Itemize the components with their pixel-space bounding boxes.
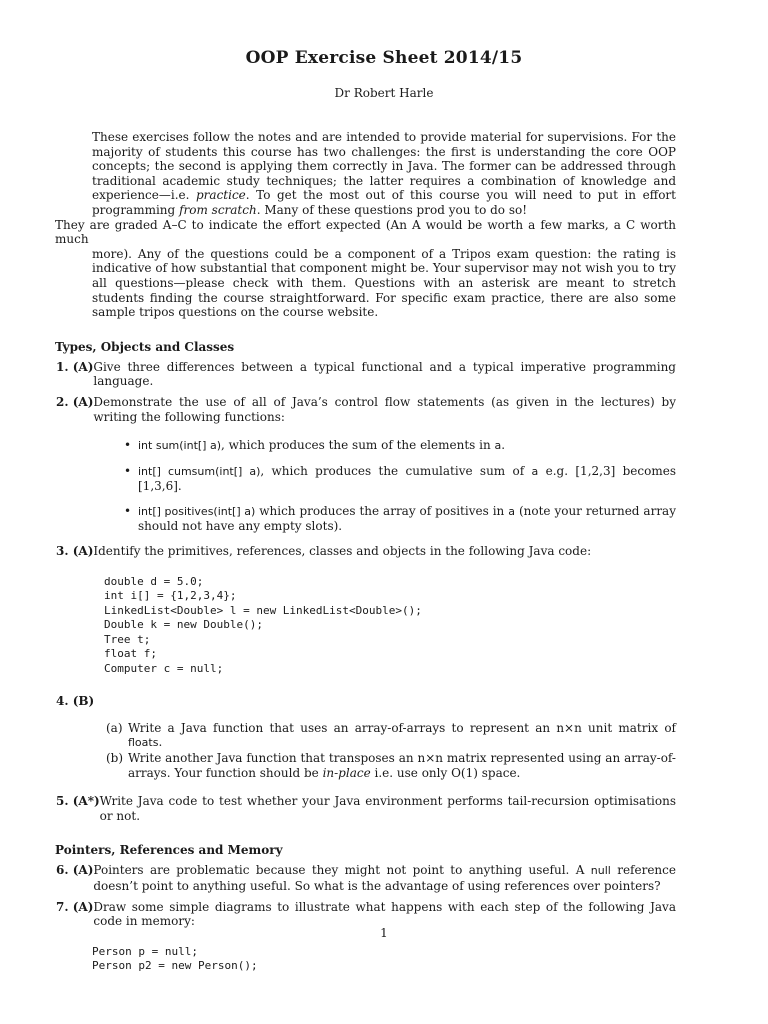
inline-code: int[] positives(int[] a) [138,504,256,518]
text: reference doesn’t point to anything useful. So what is the advantage of using references over pointers? [93,863,676,893]
inline-code: int sum(int[] a) [138,439,221,453]
question-7 [56,899,676,929]
intro-paragraph-2: more). Any of the questions could be a component of a Tripos exam question: the rating is indicative of how substantial that component might be. Your supervisor may not wish you to try all questions—please check with them. Questions with an asterisk are meant to stretch students finding the course straightforward. For specific exam practice, there are also some sample tripos questions on the course website. [92,246,676,320]
author: Dr Robert Harle [334,86,434,100]
document-title: OOP Exercise Sheet 2014/15 [245,48,523,68]
question-4 [56,694,676,709]
question-3 [56,544,676,559]
inline-code: a [494,439,502,453]
inline-code: floats [128,736,159,750]
question-text: Draw some simple diagrams to illustrate what happens with each step of the following Java code in memory: [93,899,676,929]
text: Write a Java function that uses an array-of-arrays to represent an n×n unit matrix of [128,720,676,735]
intro-emphasis: practice [196,188,246,203]
question-number: 4. (B) [56,694,95,709]
question-number: 2. (A) [56,394,94,409]
question-number: 3. (A) [56,544,94,559]
text: . [158,735,163,750]
inline-code: a [508,504,515,518]
text: Write another Java function that transposes an n×n matrix represented using an array-of-arrays. Your function should be [128,750,676,780]
item-text: , which produces the cumulative sum of [260,463,525,478]
intro-text: . Many of these questions prod you to do so! [256,202,528,217]
list-item [124,438,676,454]
emphasis: in-place [322,765,371,780]
function-list [124,438,676,534]
sub-question-label: (a) [106,720,123,735]
inline-code: null [590,864,611,878]
section-heading-types: Types, Objects and Classes [55,339,235,354]
question-5 [56,794,676,823]
question-number: 1. (A) [56,359,94,374]
sub-question-text [128,721,676,751]
list-item [124,464,676,494]
sub-questions [106,721,676,780]
question-text: Give three differences between a typical functional and a typical imperative programming language. [93,359,676,389]
question-number: 6. (A) [56,863,94,878]
inline-code: int[] cumsum(int[] a) [138,464,261,478]
intro [55,130,676,320]
question-number: 5. (A*) [56,794,100,809]
list-item [124,504,676,534]
code-block: Person p = null; Person p2 = new Person(); [92,944,258,973]
question-number: 7. (A) [56,899,94,914]
item-text: which produces the array of positives in [259,503,505,518]
question-text: Identify the primitives, references, classes and objects in the following Java code: [93,544,592,559]
item-text: , which produces the sum of the elements in [221,438,491,453]
text: i.e. use only O(1) space. [374,765,521,780]
text: Pointers are problematic because they might not point to anything useful. A [93,863,585,878]
question-text [93,863,676,893]
sub-question-text [128,751,676,780]
intro-text: These exercises follow the notes and are intended to provide material for supervisions. For the majority of students this course has two challenges: the first is understanding the core OOP concepts; the second is applying them correctly in Java. The former can be addressed through traditional academic study techniques; the latter requires a combination of knowledge and experience—i.e. [92,130,676,203]
sub-question-label: (b) [106,750,124,765]
section-heading-pointers: Pointers, References and Memory [55,843,283,858]
intro-emphasis: from scratch [179,202,257,217]
item-text: e.g. [1,2,3] becomes [1,3,6]. [138,463,676,494]
item-text: (note your returned array should not have any empty slots). [138,503,676,534]
sub-question-a [106,721,676,751]
intro-paragraph-2-first-line: They are graded A–C to indicate the effort expected (An A would be worth a few marks, a C worth much [55,217,676,247]
question-2 [56,394,676,424]
question-1 [56,359,676,389]
code-block: double d = 5.0; int i[] = {1,2,3,4}; LinkedList<Double> l = new LinkedList<Double>(); Double k = new Double(); Tree t; float f; Computer c = null; [104,574,422,675]
page-number: 1 [380,926,388,940]
inline-code: a [531,464,539,478]
question-text: Demonstrate the use of all of Java’s control flow statements (as given in the lectures) by writing the following functions: [93,394,676,424]
intro-paragraph-1 [92,130,676,218]
intro-text: . To get the most out of this course you will need to put in effort programming [92,188,676,217]
sub-question-b [106,751,676,780]
question-6 [56,863,676,893]
question-text: Write Java code to test whether your Java environment performs tail-recursion optimisations or not. [99,794,676,823]
item-text: . [501,438,506,453]
